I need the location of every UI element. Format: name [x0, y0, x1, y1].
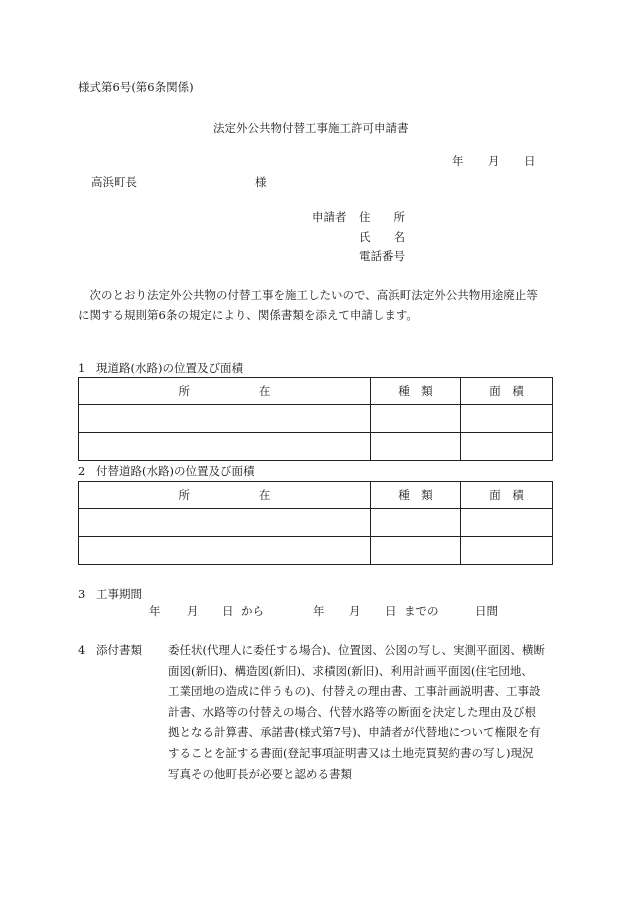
cell-area[interactable]	[461, 537, 553, 565]
body-line: に関する規則第6条の規定により、関係書類を添えて申請します。	[78, 308, 418, 322]
header-type: 種 類	[371, 378, 461, 405]
table-row	[79, 537, 553, 565]
cell-type[interactable]	[371, 537, 461, 565]
document-title: 法定外公共物付替工事施工許可申請書	[213, 121, 409, 135]
body-line: 次のとおり法定外公共物の付替工事を施工したいので、高浜町法定外公共物用途廃止等	[78, 288, 538, 302]
header-type: 種 類	[371, 482, 461, 509]
section2-title: 付替道路(水路)の位置及び面積	[96, 464, 255, 478]
header-location: 所 在	[79, 482, 371, 509]
applicant-phone-label: 電話番号	[359, 249, 405, 263]
period-end-day: 日	[385, 604, 397, 618]
cell-type[interactable]	[371, 405, 461, 433]
period-start-day: 日	[222, 604, 234, 618]
period-until: までの	[404, 604, 439, 618]
cell-area[interactable]	[461, 433, 553, 461]
applicant-address-label: 住 所	[359, 210, 405, 224]
table-header-row	[79, 378, 553, 405]
attachments-line: 工業団地の造成に伴うもの)、付替えの理由書、工事計画説明書、工事設	[168, 684, 541, 699]
replacement-road-table	[78, 481, 553, 565]
section4-title: 添付書類	[96, 643, 142, 657]
section3-title: 工事期間	[96, 587, 142, 601]
table-row	[79, 405, 553, 433]
section2-number: 2	[78, 464, 86, 478]
body-paragraph	[78, 285, 558, 325]
section1-number: 1	[78, 361, 86, 375]
attachments-line: 計書、水路等の付替えの場合、代替水路等の断面を決定した理由及び根	[168, 704, 536, 719]
cell-location[interactable]	[79, 405, 371, 433]
attachments-line: 委任状(代理人に委任する場合)、位置図、公図の写し、実測平面図、横断	[168, 643, 545, 657]
cell-type[interactable]	[371, 433, 461, 461]
attachments-list	[168, 640, 558, 784]
cell-area[interactable]	[461, 509, 553, 537]
period-start-year: 年	[149, 604, 161, 618]
header-area: 面 積	[461, 378, 553, 405]
cell-location[interactable]	[79, 509, 371, 537]
form-number: 様式第6号(第6条関係)	[78, 80, 194, 94]
period-end-month: 月	[349, 604, 361, 618]
attachments-line: 写真その他町長が必要と認める書類	[168, 766, 352, 781]
cell-location[interactable]	[79, 433, 371, 461]
section4-number: 4	[78, 643, 86, 657]
addressee-honorific: 様	[255, 175, 267, 189]
date-day-label: 日	[524, 154, 536, 168]
period-start-month: 月	[187, 604, 199, 618]
header-area: 面 積	[461, 482, 553, 509]
addressee-name: 高浜町長	[91, 175, 137, 189]
date-month-label: 月	[488, 154, 500, 168]
cell-location[interactable]	[79, 537, 371, 565]
attachments-line: 拠となる計算書、承諾書(様式第7号)、申請者が代替地について権限を有	[168, 725, 541, 740]
applicant-name-label: 氏 名	[359, 230, 405, 244]
date-year-label: 年	[452, 154, 464, 168]
cell-type[interactable]	[371, 509, 461, 537]
attachments-line: 面図(新旧)、構造図(新旧)、求積図(新旧)、利用計画平面図(住宅団地、	[168, 663, 533, 678]
period-days: 日間	[475, 604, 498, 618]
current-road-table	[78, 377, 553, 461]
period-from: から	[241, 604, 264, 618]
attachments-line: することを証する書面(登記事項証明書又は土地売買契約書の写し)現況	[168, 745, 534, 760]
section1-title: 現道路(水路)の位置及び面積	[96, 361, 243, 375]
period-end-year: 年	[313, 604, 325, 618]
cell-area[interactable]	[461, 405, 553, 433]
applicant-label: 申請者	[312, 210, 347, 224]
header-location: 所 在	[79, 378, 371, 405]
table-row	[79, 433, 553, 461]
section3-number: 3	[78, 587, 86, 601]
table-row	[79, 509, 553, 537]
table-header-row	[79, 482, 553, 509]
